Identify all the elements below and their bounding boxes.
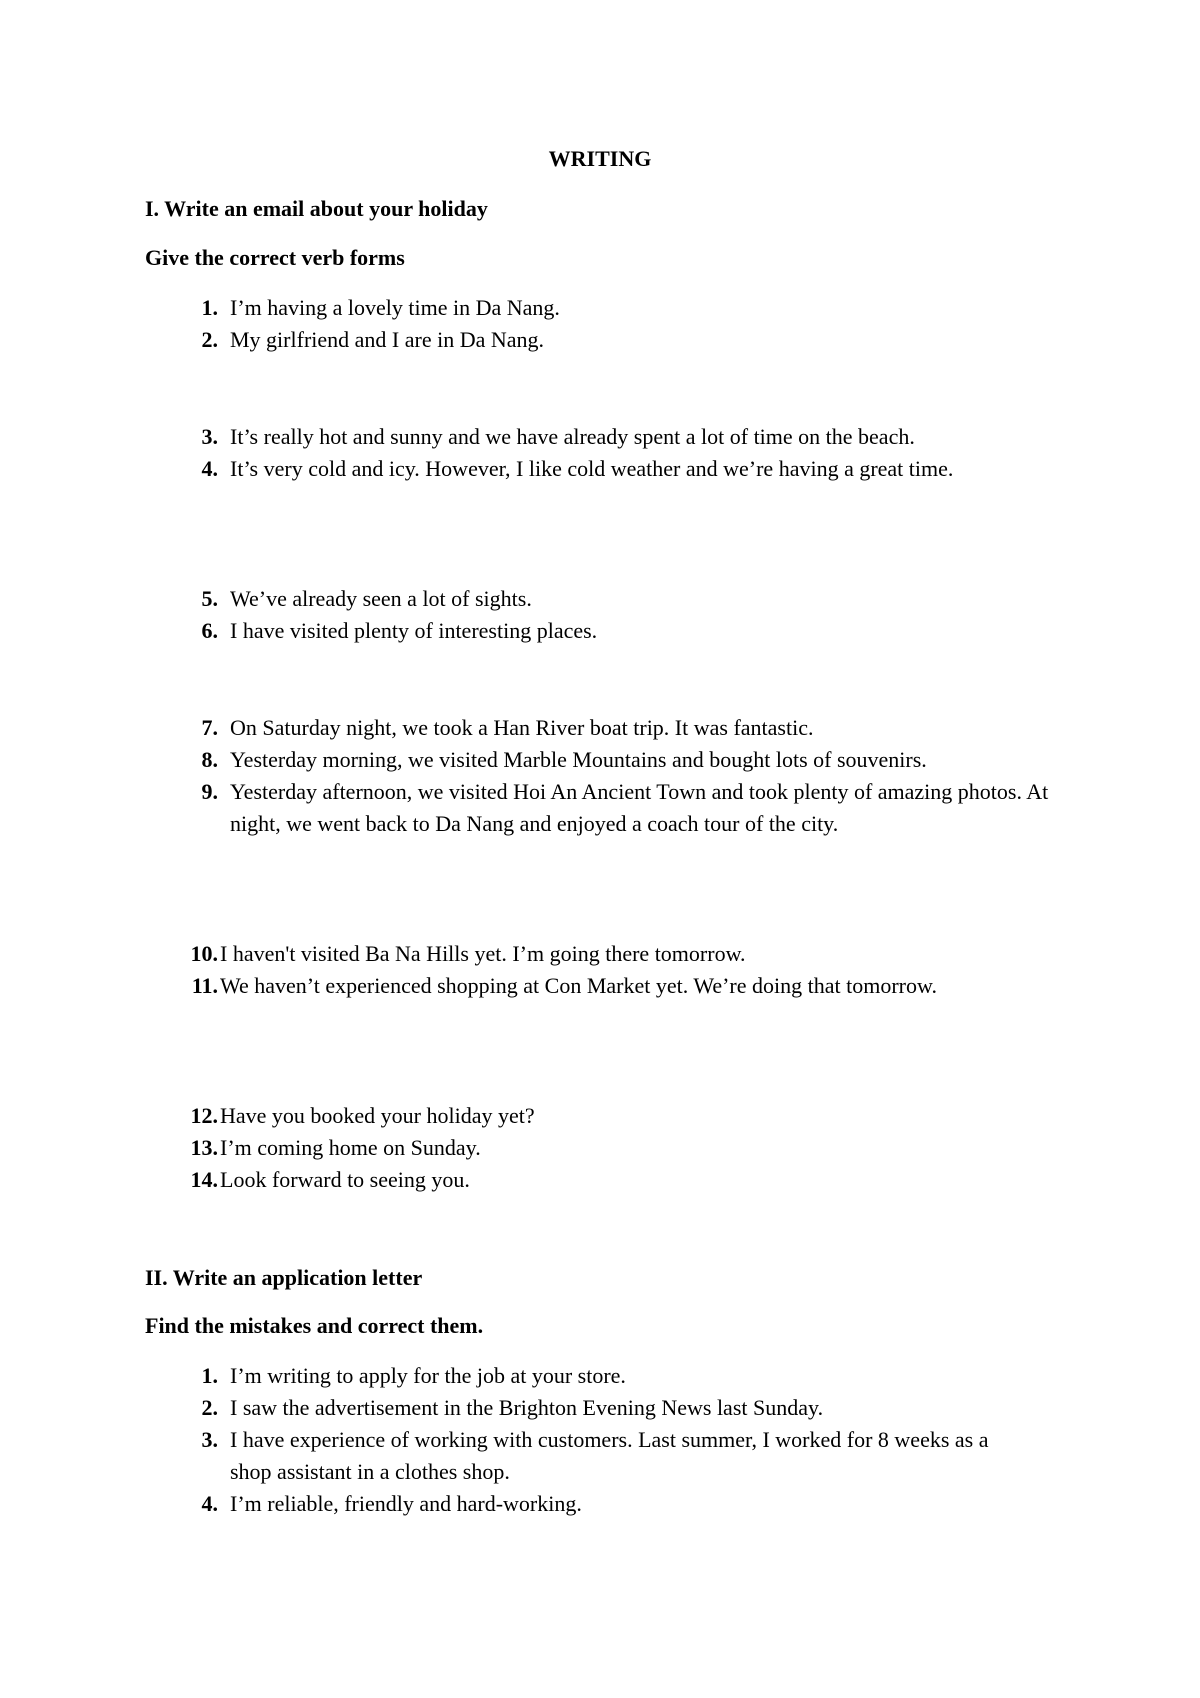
list-item-text: It’s very cold and icy. However, I like cold weather and we’re having a great time. (230, 456, 954, 481)
list-item-text: On Saturday night, we took a Han River boat trip. It was fantastic. (230, 715, 814, 740)
list-item (150, 938, 1070, 970)
list-item-number: 9. (201, 779, 218, 804)
section-1-subheading: Give the correct verb forms (145, 245, 405, 270)
list-item (150, 1132, 1070, 1164)
list-item-text: I have visited plenty of interesting places. (230, 618, 598, 643)
list-item-text: I’m coming home on Sunday. (220, 1135, 481, 1160)
list-item (150, 776, 1050, 840)
page-title: WRITING (548, 146, 652, 171)
list-item-number: 2. (201, 327, 218, 352)
section-2-heading: II. Write an application letter (145, 1265, 423, 1290)
list-item (150, 292, 1070, 324)
list-item (150, 970, 970, 1002)
list-item-number: 12. (190, 1103, 218, 1128)
section-2-subheading: Find the mistakes and correct them. (145, 1313, 484, 1338)
list-item (150, 1424, 1030, 1488)
list-item-number: 3. (201, 424, 218, 449)
list-item-text: Look forward to seeing you. (220, 1167, 470, 1192)
list-item-text: Have you booked your holiday yet? (220, 1103, 535, 1128)
list-item-text: Yesterday afternoon, we visited Hoi An Ancient Town and took plenty of amazing photos. At night, we went back to Da Nang and enjoyed a coach tour of the city. (230, 779, 1049, 836)
list-item (150, 453, 1030, 485)
list-item (150, 1164, 1070, 1196)
list-item (150, 615, 1070, 647)
list-item (150, 1360, 1070, 1392)
list-item-text: I have experience of working with customers. Last summer, I worked for 8 weeks as a shop assistant in a clothes shop. (230, 1427, 989, 1484)
list-item-number: 1. (201, 1363, 218, 1388)
list-item-number: 2. (201, 1395, 218, 1420)
list-item (150, 744, 1070, 776)
list-item-number: 8. (201, 747, 218, 772)
list-item-number: 1. (201, 295, 218, 320)
list-item-number: 13. (190, 1135, 218, 1160)
list-item (150, 421, 1070, 453)
list-item-text: I’m having a lovely time in Da Nang. (230, 295, 560, 320)
list-item-text: My girlfriend and I are in Da Nang. (230, 327, 545, 352)
list-item-text: I saw the advertisement in the Brighton Evening News last Sunday. (230, 1395, 824, 1420)
list-item-number: 11. (191, 973, 218, 998)
list-item-number: 14. (190, 1167, 218, 1192)
section-1-heading: I. Write an email about your holiday (145, 196, 488, 221)
list-item-number: 4. (201, 456, 218, 481)
list-item-text: I’m writing to apply for the job at your store. (230, 1363, 626, 1388)
list-item-number: 6. (201, 618, 218, 643)
list-item (150, 1392, 1070, 1424)
list-item-text: I haven't visited Ba Na Hills yet. I’m going there tomorrow. (220, 941, 746, 966)
list-item-number: 7. (201, 715, 218, 740)
list-item (150, 324, 1070, 356)
list-item-number: 5. (201, 586, 218, 611)
list-item-text: Yesterday morning, we visited Marble Mountains and bought lots of souvenirs. (230, 747, 927, 772)
list-item-text: We’ve already seen a lot of sights. (230, 586, 532, 611)
list-item-text: We haven’t experienced shopping at Con Market yet. We’re doing that tomorrow. (220, 973, 937, 998)
list-item-number: 10. (190, 941, 218, 966)
list-item-number: 3. (201, 1427, 218, 1452)
list-item (150, 1100, 1070, 1132)
list-item (150, 583, 1070, 615)
list-item-number: 4. (201, 1491, 218, 1516)
list-item (150, 1488, 1070, 1520)
list-item (150, 712, 1070, 744)
list-item-text: I’m reliable, friendly and hard-working. (230, 1491, 582, 1516)
list-item-text: It’s really hot and sunny and we have already spent a lot of time on the beach. (230, 424, 915, 449)
